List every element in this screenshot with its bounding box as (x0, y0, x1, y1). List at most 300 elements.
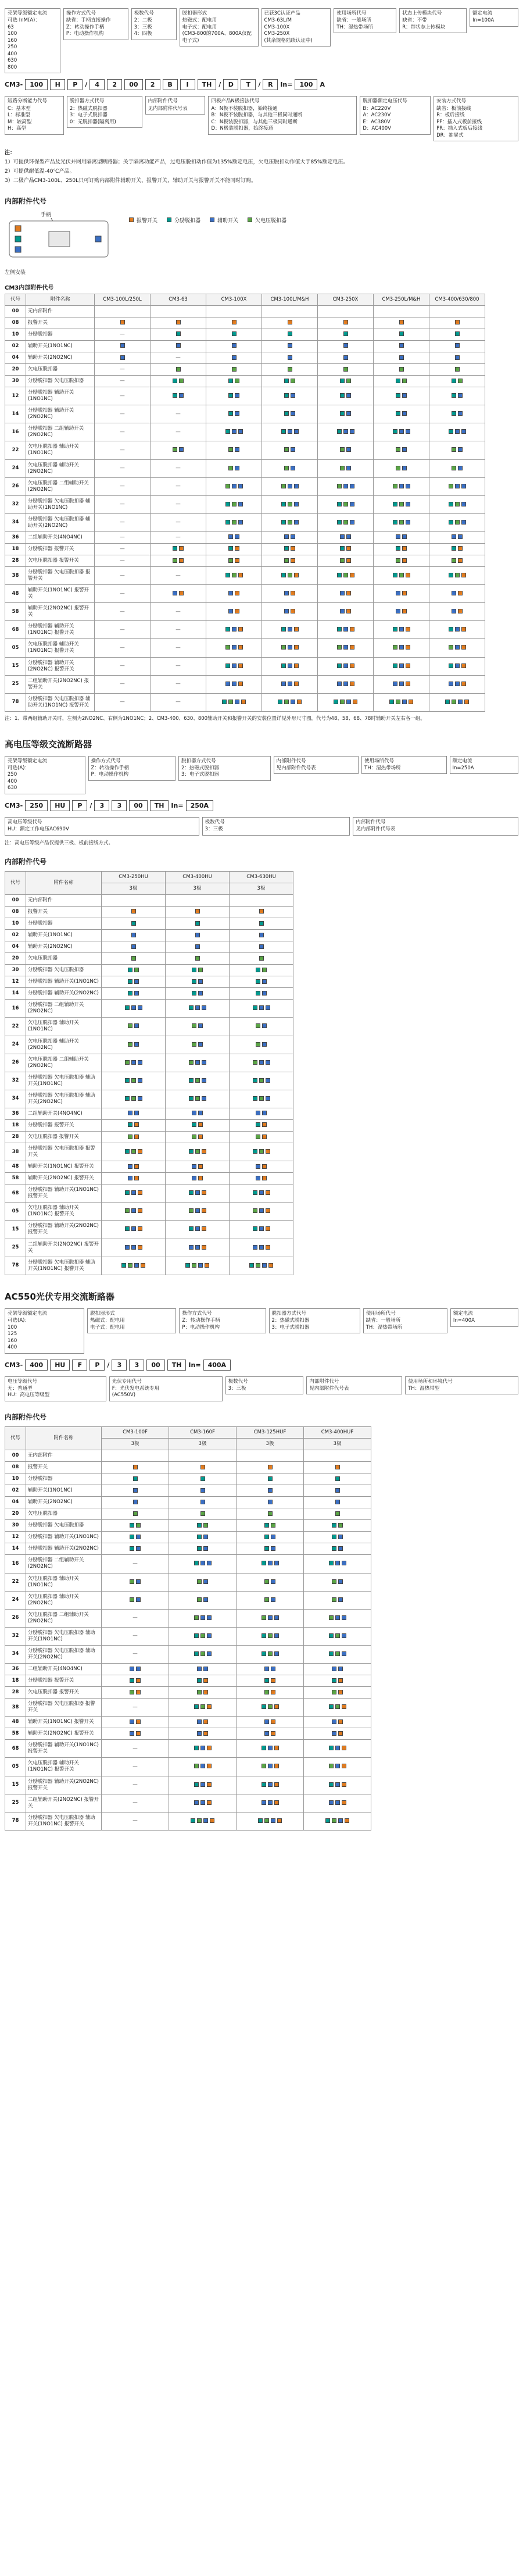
uv-icon (337, 645, 342, 650)
aux-icon (197, 1731, 202, 1736)
code-box-line: F：光伏发电系统专用 (112, 1385, 160, 1392)
aux-icon (200, 1488, 205, 1493)
availability-cell (237, 1497, 304, 1508)
uv-icon (452, 466, 456, 470)
aux-icon (288, 429, 292, 434)
availability-cell (206, 376, 262, 387)
availability-cell (102, 1257, 166, 1275)
availability-cell (374, 477, 429, 495)
aux-icon (264, 1719, 269, 1724)
availability-cell (151, 376, 206, 387)
availability-cell (304, 1758, 371, 1776)
pole-count-subheader: 3极 (166, 883, 230, 894)
code-box-line: 光伏专用代号 (112, 1378, 142, 1385)
shunt-icon (125, 1096, 130, 1101)
availability-cell (166, 894, 230, 906)
shunt-icon (130, 1546, 134, 1551)
table-row (5, 1257, 293, 1275)
shunt-icon (197, 1546, 202, 1551)
aux-icon (399, 645, 404, 650)
accessory-code: 18 (5, 543, 26, 555)
product-column-header: CM3-250HU (102, 871, 166, 883)
availability-cell (102, 894, 166, 906)
pv-ac550-section (5, 1290, 518, 1831)
availability-cell: — (151, 675, 206, 693)
code-box-line: 极数代号 (228, 1378, 248, 1385)
availability-cell (262, 340, 318, 352)
model-code-segment: HU (50, 1360, 70, 1371)
table-row (5, 603, 485, 621)
accessory-code: 26 (5, 1609, 26, 1627)
availability-cell (262, 621, 318, 639)
aux-icon (238, 484, 243, 488)
availability-cell (262, 459, 318, 477)
product-column-header: CM3-250X (318, 294, 374, 305)
code-box-line: 使用场所代号 (336, 10, 367, 16)
code-box (5, 1308, 84, 1354)
aux-icon (350, 520, 354, 525)
aux-icon (232, 484, 237, 488)
table-row (5, 1609, 371, 1627)
shunt-icon (197, 1523, 202, 1528)
table-row (5, 1184, 293, 1203)
model-code-segment: 100 (295, 79, 317, 90)
code-box-line: 可选(A)： (8, 765, 30, 772)
shunt-icon (249, 1263, 254, 1268)
alarm-icon (402, 609, 407, 613)
shunt-icon (334, 700, 338, 704)
alarm-icon (274, 1800, 279, 1805)
aux-icon (130, 1667, 134, 1671)
aux-icon (271, 1818, 275, 1823)
uv-icon (338, 1523, 343, 1528)
table-row (5, 555, 485, 567)
accessory-code: 58 (5, 1173, 26, 1184)
availability-cell (102, 1520, 169, 1532)
availability-cell (169, 1776, 237, 1794)
availability-cell (102, 906, 166, 918)
code-box-line: TH：湿热带场所 (366, 1324, 403, 1330)
availability-cell (166, 1257, 230, 1275)
code-box-line: 100 (8, 1324, 17, 1330)
shunt-icon (256, 991, 260, 996)
code-box (363, 1308, 447, 1333)
code-box-line: 缺省：一般场所 (336, 17, 371, 24)
uv-icon (284, 466, 289, 470)
availability-cell (237, 1812, 304, 1830)
availability-cell (166, 1161, 230, 1173)
table-row (5, 1508, 371, 1520)
aux-icon (179, 393, 184, 398)
shunt-icon (337, 429, 342, 434)
availability-cell (374, 405, 429, 423)
availability-cell (429, 675, 485, 693)
code-box-line: CM3-63L/M (264, 17, 292, 24)
uv-icon (195, 1078, 200, 1083)
aux-icon (268, 1800, 273, 1805)
code-box (5, 817, 199, 836)
availability-cell (102, 1143, 166, 1161)
availability-cell (304, 1485, 371, 1497)
availability-cell (318, 405, 374, 423)
table-row (5, 1520, 371, 1532)
aux-icon (402, 466, 407, 470)
accessory-name: 欠电压脱扣器 辅助开关(1NO1NC) 报警开关 (26, 639, 95, 657)
availability-cell (166, 1054, 230, 1072)
aux-icon (259, 1060, 264, 1065)
alarm-icon (342, 1782, 346, 1787)
aux-icon (134, 1042, 139, 1047)
availability-cell (318, 657, 374, 675)
alarm-icon (268, 1465, 273, 1469)
shunt-icon (195, 921, 200, 926)
code-box-line: 100 (8, 31, 17, 37)
aux-icon (192, 1176, 196, 1180)
uv-icon (343, 502, 348, 506)
availability-cell (166, 1108, 230, 1119)
table-row (5, 1239, 293, 1257)
table-row (5, 1132, 293, 1143)
alarm-icon (406, 627, 410, 631)
aux-icon (131, 1005, 136, 1010)
availability-cell (206, 639, 262, 657)
aux-icon (350, 502, 354, 506)
table-row (5, 675, 485, 693)
uv-icon (268, 1633, 273, 1638)
table-row (5, 459, 485, 477)
availability-cell (102, 1543, 169, 1555)
uv-icon (130, 1579, 134, 1584)
uv-icon (256, 1042, 260, 1047)
shunt-release-icon (15, 236, 21, 242)
availability-cell (374, 555, 429, 567)
shunt-icon (192, 991, 196, 996)
shunt-icon (455, 331, 460, 336)
shunt-icon (253, 1005, 257, 1010)
shunt-icon (337, 663, 342, 668)
code-box (450, 756, 519, 775)
code-box-line: 缺省：手柄直接操作 (66, 17, 111, 24)
code-box-line: 壳架等级额定电流 (8, 10, 48, 16)
alarm-icon (274, 1746, 279, 1750)
uv-icon (225, 645, 230, 650)
model-code-segment: A (320, 81, 325, 89)
shunt-icon (194, 1561, 199, 1565)
shunt-icon (452, 411, 456, 416)
availability-cell (318, 352, 374, 364)
availability-cell (102, 1221, 166, 1239)
alarm-icon (346, 546, 351, 551)
availability-cell (206, 405, 262, 423)
availability-cell (169, 1794, 237, 1812)
availability-cell (230, 1090, 293, 1108)
aux-icon (340, 609, 345, 613)
shunt-icon (393, 573, 397, 577)
code-box-line: 缺省：板前接线 (436, 105, 471, 112)
aux-icon (338, 1579, 343, 1584)
code-box-line: E：AC380V (363, 119, 391, 125)
availability-cell (318, 305, 374, 317)
shunt-icon (264, 1678, 269, 1683)
availability-cell (374, 317, 429, 329)
accessory-table (5, 871, 293, 1275)
aux-icon (399, 429, 404, 434)
code-box-line: 额定电流 (453, 1310, 473, 1316)
code-box (5, 8, 60, 73)
aux-icon (343, 663, 348, 668)
accessory-code: 25 (5, 1794, 26, 1812)
model-code-segment: 2 (145, 79, 160, 90)
alarm-icon (350, 663, 354, 668)
table-row (5, 1203, 293, 1221)
code-box-line: Z：转动操作手柄 (66, 24, 105, 30)
availability-cell: — (151, 405, 206, 423)
alarm-icon (274, 1704, 279, 1709)
aux-icon (346, 393, 351, 398)
availability-cell (169, 1740, 237, 1758)
aux-icon (203, 1546, 208, 1551)
uv-icon (343, 520, 348, 525)
code-box-line: 800 (8, 64, 17, 70)
code-box-line: PF：插入式板前接线 (436, 119, 482, 125)
availability-cell (166, 930, 230, 941)
shunt-icon (449, 502, 453, 506)
aux-icon (455, 343, 460, 348)
alarm-icon (409, 700, 413, 704)
accessory-code: 14 (5, 405, 26, 423)
accessory-code: 16 (5, 423, 26, 441)
aux-icon (207, 1561, 212, 1565)
product-column-header: CM3-160F (169, 1426, 237, 1438)
availability-cell (206, 352, 262, 364)
availability-cell (374, 675, 429, 693)
accessory-code: 02 (5, 340, 26, 352)
accessory-name: 分励脱扣器 二组辅助开关(2NO2NC) (26, 1555, 102, 1573)
uv-icon (232, 520, 237, 525)
alarm-icon (350, 682, 354, 686)
availability-cell (237, 1794, 304, 1812)
availability-cell: — (151, 459, 206, 477)
availability-cell (262, 405, 318, 423)
code-box-line: (其余规格陆续认证中) (264, 37, 313, 44)
alarm-icon (268, 1263, 273, 1268)
aux-icon (343, 627, 348, 631)
code-box-line: 160 (8, 37, 17, 44)
shunt-icon (253, 1190, 257, 1195)
code-box-line: 极数代号 (205, 819, 225, 825)
code-box (334, 8, 396, 33)
shunt-icon (191, 1818, 195, 1823)
shunt-icon (262, 1746, 266, 1750)
availability-cell (318, 567, 374, 585)
accessory-code: 68 (5, 621, 26, 639)
aux-icon (131, 1245, 136, 1250)
availability-cell (206, 495, 262, 513)
accessory-name: 分励脱扣器 辅助开关(1NO1NC) 报警开关 (26, 1740, 102, 1758)
alarm-icon (461, 627, 466, 631)
aux-icon (271, 1597, 275, 1602)
availability-cell: — (102, 1758, 169, 1776)
accessory-name: 欠电压脱扣器 二组辅助开关(2NO2NC) (26, 1609, 102, 1627)
alarm-icon (464, 700, 469, 704)
alarm-icon (266, 1190, 270, 1195)
code-box (269, 1308, 360, 1333)
alarm-icon (266, 1245, 270, 1250)
availability-cell: — (102, 1794, 169, 1812)
aux-icon (291, 466, 295, 470)
alarm-icon (346, 558, 351, 563)
code-box-line: C：N极装脱扣器，与其他三极同时通断 (211, 119, 298, 125)
shunt-icon (185, 1263, 190, 1268)
shunt-icon (329, 1561, 334, 1565)
product-column-header: CM3-63 (151, 294, 206, 305)
accessory-name: 分励脱扣器 二组辅助开关(2NO2NC) (26, 1000, 102, 1018)
availability-cell (304, 1740, 371, 1758)
table-row (5, 364, 485, 376)
aux-icon (329, 1800, 334, 1805)
aux-icon (274, 1651, 279, 1656)
accessory-code: 58 (5, 603, 26, 621)
aux-icon (131, 944, 136, 949)
uv-icon (268, 1511, 273, 1516)
alarm-icon (342, 1704, 346, 1709)
product-column-header: CM3-100F (102, 1426, 169, 1438)
uv-icon (332, 1818, 336, 1823)
shunt-icon (288, 331, 292, 336)
accessory-code: 12 (5, 1532, 26, 1543)
code-box-line: 安装方式代号 (436, 98, 467, 105)
code-box-line: 缺省：一般场所 (366, 1318, 401, 1324)
code-box-line: 额定电流 (472, 10, 493, 16)
shunt-icon (343, 331, 348, 336)
shunt-icon (452, 379, 456, 383)
availability-cell (166, 988, 230, 1000)
shunt-icon (130, 1678, 134, 1683)
accessory-code: 48 (5, 1161, 26, 1173)
accessory-code: 16 (5, 1555, 26, 1573)
aux-icon (130, 1731, 134, 1736)
accessory-code: 24 (5, 1036, 26, 1054)
alarm-icon (266, 1226, 270, 1231)
code-box-line: CM3-250X (264, 31, 290, 37)
shunt-icon (329, 1651, 334, 1656)
accessory-code: 08 (5, 317, 26, 329)
availability-cell: — (151, 639, 206, 657)
accessory-code: 30 (5, 1520, 26, 1532)
accessory-name: 分励脱扣器 辅助开关(1NO1NC) 报警开关 (26, 1184, 102, 1203)
alarm-icon (138, 1226, 142, 1231)
table-row (5, 405, 485, 423)
accessory-name: 辅助开关(1NO1NC) 报警开关 (26, 585, 95, 603)
accessory-name: 分励脱扣器 辅助开关(1NO1NC) (26, 976, 102, 988)
uv-icon (232, 502, 237, 506)
uv-icon (288, 573, 292, 577)
aux-icon (342, 1633, 346, 1638)
uv-icon (253, 1060, 257, 1065)
availability-cell: — (95, 387, 151, 405)
model-code-segment: 00 (124, 79, 142, 90)
availability-cell (429, 459, 485, 477)
code-box-line: 4：四极 (134, 31, 152, 37)
code-box-line: 脱扣器方式代号 (181, 758, 216, 764)
availability-cell: — (95, 585, 151, 603)
accessory-code: 34 (5, 513, 26, 531)
shunt-icon (128, 968, 132, 972)
availability-cell (304, 1812, 371, 1830)
availability-cell (429, 531, 485, 543)
table-header (5, 871, 293, 894)
shunt-icon (449, 663, 453, 668)
availability-cell (262, 513, 318, 531)
code-box-line: 125 (8, 1331, 17, 1337)
accessory-code: 20 (5, 364, 26, 376)
aux-icon (228, 534, 233, 539)
availability-cell (304, 1508, 371, 1520)
alarm-icon (195, 909, 200, 914)
availability-cell (304, 1497, 371, 1508)
aux-icon (335, 1782, 340, 1787)
availability-cell (237, 1508, 304, 1520)
availability-cell (262, 352, 318, 364)
shunt-icon (396, 546, 400, 551)
table-row (5, 531, 485, 543)
aux-icon (332, 1719, 336, 1724)
code-box-line: 使用场所代号 (366, 1310, 396, 1316)
table-row (5, 1812, 371, 1830)
table-row (5, 1543, 371, 1555)
availability-cell (374, 387, 429, 405)
aux-icon (396, 591, 400, 595)
alarm-icon (294, 663, 299, 668)
model-code-segment: In= (171, 801, 184, 809)
availability-cell (237, 1450, 304, 1462)
availability-cell (318, 531, 374, 543)
alarm-icon (133, 1465, 138, 1469)
availability-cell (166, 1132, 230, 1143)
uv-icon (173, 447, 177, 452)
table-row (5, 305, 485, 317)
accessory-code: 26 (5, 1054, 26, 1072)
aux-icon (399, 663, 404, 668)
shunt-icon (332, 1546, 336, 1551)
accessory-name: 欠电压脱扣器 辅助开关(2NO2NC) (26, 459, 95, 477)
code-box-line: Z：转动操作手柄 (91, 765, 129, 772)
aux-icon (232, 343, 237, 348)
shunt-icon (258, 1818, 263, 1823)
availability-cell (262, 317, 318, 329)
uv-icon (343, 573, 348, 577)
availability-cell (262, 555, 318, 567)
uv-icon (449, 484, 453, 488)
product-column-header: CM3-125HUF (237, 1426, 304, 1438)
code-box-line: 63 (8, 24, 14, 30)
shunt-icon (449, 573, 453, 577)
aux-icon (455, 627, 460, 631)
availability-cell (318, 675, 374, 693)
availability-cell (262, 305, 318, 317)
code-box (202, 817, 350, 836)
availability-cell (230, 1119, 293, 1131)
uv-icon (192, 1134, 196, 1139)
aux-icon (207, 1615, 212, 1620)
availability-cell (169, 1543, 237, 1555)
accessory-name: 辅助开关(1NO1NC) 报警开关 (26, 1161, 102, 1173)
availability-cell (374, 376, 429, 387)
alarm-icon (134, 1164, 139, 1169)
shunt-icon (189, 1096, 194, 1101)
aux-icon (338, 1667, 343, 1671)
code-box-line: 2：热磁式脱扣器 (181, 765, 219, 772)
